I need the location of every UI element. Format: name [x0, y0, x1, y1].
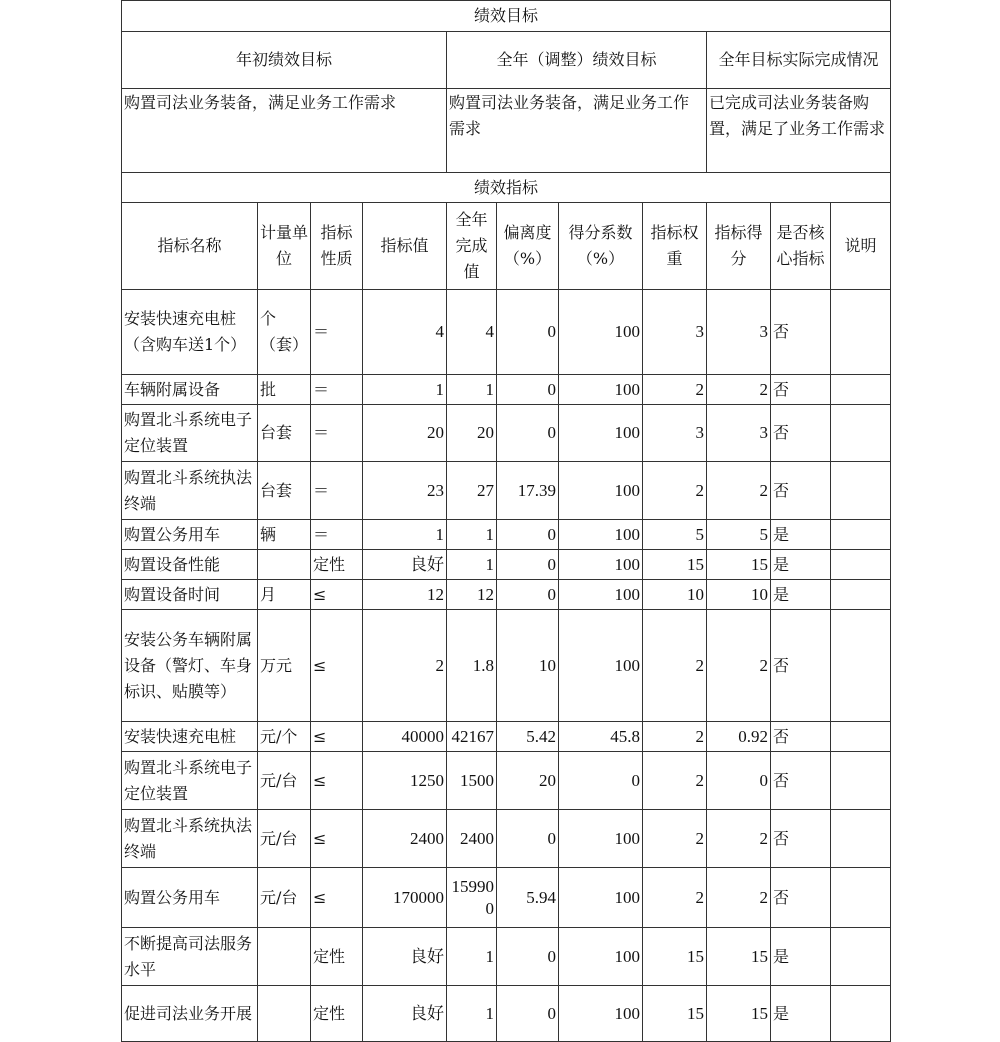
- cell-indicator-name: 促进司法业务开展: [122, 986, 258, 1042]
- cell-indicator-name: 安装快速充电桩: [122, 722, 258, 752]
- cell-core-flag: 是: [771, 928, 831, 986]
- cell-target-value: 170000: [363, 868, 447, 928]
- table-row: [122, 722, 891, 752]
- cell-completed-value: 159900: [447, 868, 497, 928]
- section-title-indicators: 绩效指标: [122, 173, 891, 203]
- cell-score: 2: [707, 610, 771, 722]
- cell-completed-value: 27: [447, 462, 497, 520]
- goals-value-adjusted: 购置司法业务装备，满足业务工作需求: [447, 89, 707, 173]
- cell-score-coefficient: 0: [559, 752, 643, 810]
- cell-score-coefficient: 100: [559, 462, 643, 520]
- cell-completed-value: 2400: [447, 810, 497, 868]
- cell-deviation: 10: [497, 610, 559, 722]
- table-row: [122, 462, 891, 520]
- cell-note: [831, 405, 891, 462]
- cell-deviation: 0: [497, 986, 559, 1042]
- cell-weight: 2: [643, 610, 707, 722]
- cell-deviation: 0: [497, 520, 559, 550]
- cell-note: [831, 462, 891, 520]
- cell-nature: ＝: [311, 462, 363, 520]
- cell-weight: 3: [643, 290, 707, 375]
- cell-completed-value: 1: [447, 520, 497, 550]
- cell-score-coefficient: 100: [559, 550, 643, 580]
- cell-unit: [258, 550, 311, 580]
- cell-weight: 5: [643, 520, 707, 550]
- cell-score-coefficient: 100: [559, 520, 643, 550]
- cell-deviation: 0: [497, 580, 559, 610]
- cell-completed-value: 1: [447, 375, 497, 405]
- header-nature: 指标性质: [311, 203, 363, 290]
- cell-nature: ≤: [311, 722, 363, 752]
- header-weight: 指标权重: [643, 203, 707, 290]
- cell-weight: 2: [643, 752, 707, 810]
- header-unit: 计量单位: [258, 203, 311, 290]
- cell-core-flag: 否: [771, 375, 831, 405]
- cell-completed-value: 1.8: [447, 610, 497, 722]
- cell-core-flag: 否: [771, 810, 831, 868]
- cell-note: [831, 928, 891, 986]
- cell-unit: 台套: [258, 405, 311, 462]
- table-row: [122, 610, 891, 722]
- cell-score-coefficient: 100: [559, 810, 643, 868]
- cell-completed-value: 42167: [447, 722, 497, 752]
- cell-note: [831, 810, 891, 868]
- cell-score: 0.92: [707, 722, 771, 752]
- cell-score-coefficient: 100: [559, 928, 643, 986]
- cell-target-value: 1250: [363, 752, 447, 810]
- table-row: [122, 928, 891, 986]
- cell-score-coefficient: 100: [559, 986, 643, 1042]
- cell-target-value: 20: [363, 405, 447, 462]
- cell-target-value: 良好: [363, 928, 447, 986]
- cell-deviation: 5.94: [497, 868, 559, 928]
- cell-core-flag: 否: [771, 405, 831, 462]
- indicator-rows: [122, 290, 891, 1042]
- cell-completed-value: 4: [447, 290, 497, 375]
- table-row: [122, 290, 891, 375]
- cell-core-flag: 是: [771, 580, 831, 610]
- cell-completed-value: 12: [447, 580, 497, 610]
- table-row: [122, 580, 891, 610]
- cell-unit: 台套: [258, 462, 311, 520]
- cell-score-coefficient: 100: [559, 610, 643, 722]
- cell-weight: 15: [643, 550, 707, 580]
- cell-target-value: 良好: [363, 986, 447, 1042]
- cell-deviation: 0: [497, 810, 559, 868]
- cell-deviation: 17.39: [497, 462, 559, 520]
- cell-target-value: 2: [363, 610, 447, 722]
- cell-score: 5: [707, 520, 771, 550]
- cell-score: 15: [707, 986, 771, 1042]
- cell-note: [831, 520, 891, 550]
- cell-target-value: 23: [363, 462, 447, 520]
- cell-indicator-name: 购置公务用车: [122, 868, 258, 928]
- header-score: 指标得分: [707, 203, 771, 290]
- table-row: [122, 986, 891, 1042]
- cell-target-value: 12: [363, 580, 447, 610]
- table-row: [122, 520, 891, 550]
- cell-nature: ≤: [311, 868, 363, 928]
- cell-nature: ＝: [311, 290, 363, 375]
- cell-score-coefficient: 100: [559, 580, 643, 610]
- cell-unit: 辆: [258, 520, 311, 550]
- cell-deviation: 0: [497, 550, 559, 580]
- cell-weight: 2: [643, 810, 707, 868]
- cell-score: 2: [707, 810, 771, 868]
- cell-deviation: 5.42: [497, 722, 559, 752]
- header-deviation: 偏离度（%）: [497, 203, 559, 290]
- cell-nature: 定性: [311, 550, 363, 580]
- cell-deviation: 0: [497, 290, 559, 375]
- goals-value-actual: 已完成司法业务装备购置，满足了业务工作需求: [707, 89, 891, 173]
- cell-indicator-name: 购置设备性能: [122, 550, 258, 580]
- goals-value-initial: 购置司法业务装备，满足业务工作需求: [122, 89, 447, 173]
- table-row: [122, 405, 891, 462]
- table-row: [122, 752, 891, 810]
- cell-target-value: 1: [363, 375, 447, 405]
- cell-weight: 15: [643, 986, 707, 1042]
- cell-core-flag: 否: [771, 290, 831, 375]
- cell-completed-value: 1: [447, 550, 497, 580]
- cell-score-coefficient: 45.8: [559, 722, 643, 752]
- cell-indicator-name: 购置北斗系统执法终端: [122, 462, 258, 520]
- cell-weight: 10: [643, 580, 707, 610]
- cell-target-value: 4: [363, 290, 447, 375]
- cell-weight: 3: [643, 405, 707, 462]
- cell-core-flag: 是: [771, 520, 831, 550]
- cell-core-flag: 是: [771, 986, 831, 1042]
- cell-note: [831, 375, 891, 405]
- cell-score-coefficient: 100: [559, 868, 643, 928]
- cell-score: 15: [707, 550, 771, 580]
- cell-deviation: 0: [497, 375, 559, 405]
- goals-header-adjusted: 全年（调整）绩效目标: [447, 32, 707, 89]
- cell-score: 15: [707, 928, 771, 986]
- cell-indicator-name: 安装快速充电桩（含购车送1个）: [122, 290, 258, 375]
- cell-completed-value: 20: [447, 405, 497, 462]
- cell-nature: 定性: [311, 986, 363, 1042]
- cell-target-value: 良好: [363, 550, 447, 580]
- cell-indicator-name: 购置北斗系统电子定位装置: [122, 752, 258, 810]
- cell-unit: 个（套）: [258, 290, 311, 375]
- cell-nature: ＝: [311, 375, 363, 405]
- cell-note: [831, 986, 891, 1042]
- header-core: 是否核心指标: [771, 203, 831, 290]
- header-indicator-name: 指标名称: [122, 203, 258, 290]
- cell-deviation: 20: [497, 752, 559, 810]
- cell-completed-value: 1: [447, 986, 497, 1042]
- table-row: [122, 868, 891, 928]
- section-title-goals: 绩效目标: [122, 1, 891, 32]
- cell-indicator-name: 车辆附属设备: [122, 375, 258, 405]
- cell-score: 2: [707, 375, 771, 405]
- cell-nature: ≤: [311, 752, 363, 810]
- cell-nature: ＝: [311, 405, 363, 462]
- goals-header-actual: 全年目标实际完成情况: [707, 32, 891, 89]
- table-row: [122, 810, 891, 868]
- cell-core-flag: 否: [771, 752, 831, 810]
- cell-nature: ≤: [311, 580, 363, 610]
- cell-weight: 15: [643, 928, 707, 986]
- cell-unit: 元/台: [258, 752, 311, 810]
- header-coefficient: 得分系数（%）: [559, 203, 643, 290]
- cell-score: 3: [707, 290, 771, 375]
- goals-header-initial: 年初绩效目标: [122, 32, 447, 89]
- cell-target-value: 1: [363, 520, 447, 550]
- cell-target-value: 40000: [363, 722, 447, 752]
- cell-score: 3: [707, 405, 771, 462]
- cell-score-coefficient: 100: [559, 375, 643, 405]
- cell-unit: 元/个: [258, 722, 311, 752]
- cell-core-flag: 否: [771, 868, 831, 928]
- header-completed: 全年完成值: [447, 203, 497, 290]
- cell-note: [831, 580, 891, 610]
- cell-score: 2: [707, 462, 771, 520]
- cell-score-coefficient: 100: [559, 290, 643, 375]
- cell-core-flag: 否: [771, 722, 831, 752]
- cell-completed-value: 1: [447, 928, 497, 986]
- cell-core-flag: 是: [771, 550, 831, 580]
- cell-note: [831, 550, 891, 580]
- cell-note: [831, 722, 891, 752]
- cell-note: [831, 290, 891, 375]
- cell-unit: 元/台: [258, 868, 311, 928]
- cell-weight: 2: [643, 462, 707, 520]
- performance-table: [121, 0, 891, 1042]
- cell-unit: [258, 928, 311, 986]
- cell-score-coefficient: 100: [559, 405, 643, 462]
- cell-note: [831, 610, 891, 722]
- cell-target-value: 2400: [363, 810, 447, 868]
- cell-unit: 元/台: [258, 810, 311, 868]
- cell-indicator-name: 购置设备时间: [122, 580, 258, 610]
- table-row: [122, 375, 891, 405]
- cell-weight: 2: [643, 722, 707, 752]
- cell-core-flag: 否: [771, 610, 831, 722]
- cell-indicator-name: 安装公务车辆附属设备（警灯、车身标识、贴膜等）: [122, 610, 258, 722]
- cell-unit: 万元: [258, 610, 311, 722]
- cell-score: 0: [707, 752, 771, 810]
- cell-indicator-name: 购置公务用车: [122, 520, 258, 550]
- cell-weight: 2: [643, 375, 707, 405]
- header-target: 指标值: [363, 203, 447, 290]
- cell-unit: [258, 986, 311, 1042]
- cell-score: 10: [707, 580, 771, 610]
- cell-nature: 定性: [311, 928, 363, 986]
- cell-unit: 批: [258, 375, 311, 405]
- header-note: 说明: [831, 203, 891, 290]
- cell-note: [831, 752, 891, 810]
- cell-unit: 月: [258, 580, 311, 610]
- cell-deviation: 0: [497, 405, 559, 462]
- cell-nature: ≤: [311, 810, 363, 868]
- table-row: [122, 550, 891, 580]
- cell-indicator-name: 不断提高司法服务水平: [122, 928, 258, 986]
- cell-score: 2: [707, 868, 771, 928]
- cell-indicator-name: 购置北斗系统执法终端: [122, 810, 258, 868]
- cell-nature: ＝: [311, 520, 363, 550]
- cell-note: [831, 868, 891, 928]
- cell-core-flag: 否: [771, 462, 831, 520]
- cell-indicator-name: 购置北斗系统电子定位装置: [122, 405, 258, 462]
- cell-deviation: 0: [497, 928, 559, 986]
- cell-nature: ≤: [311, 610, 363, 722]
- cell-weight: 2: [643, 868, 707, 928]
- cell-completed-value: 1500: [447, 752, 497, 810]
